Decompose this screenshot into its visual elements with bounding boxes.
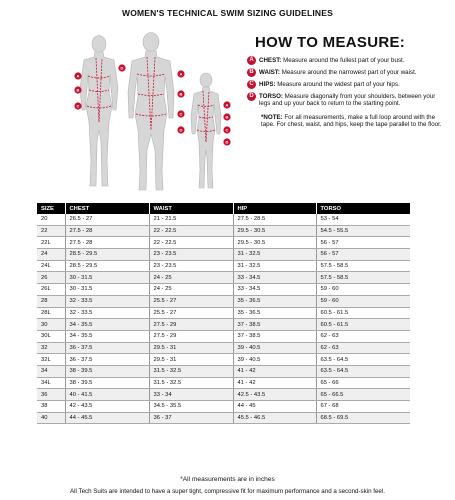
table-cell-size: 36 [37,389,65,401]
svg-text:A: A [179,71,183,77]
table-cell-torso: 63.5 - 64.5 [316,365,410,377]
table-cell-chest: 34 - 35.5 [65,319,149,331]
table-cell-hip: 35 - 36.5 [233,295,316,307]
table-cell-chest: 30 - 31.5 [65,272,149,284]
marker-a-right [223,101,230,108]
table-cell-waist: 24 - 25 [149,272,233,284]
table-row [37,330,410,342]
table-cell-waist: 24 - 25 [149,284,233,296]
table-cell-waist: 22 - 22.5 [149,237,233,249]
table-cell-hip: 29.5 - 30.5 [233,225,316,237]
marker-a-icon: A [247,56,256,65]
note-text: For all measurements, make a full loop around with the tape. For chest, waist, and hips, keep the tape parallel to the floor. [261,113,442,129]
table-cell-chest: 30 - 31.5 [65,284,149,296]
measurement-note [261,114,447,129]
table-cell-hip: 41 - 42 [233,365,316,377]
table-cell-chest: 36 - 37.5 [65,354,149,366]
woman-figure [80,36,118,187]
table-row [37,214,410,225]
table-cell-hip: 39 - 40.5 [233,354,316,366]
measure-description: Measure around the widest part of your hips. [275,81,400,88]
measure-description: Measure diagonally from your shoulders, between your legs and up your back to return to the starting point. [259,93,436,108]
table-cell-waist: 29.5 - 31 [149,342,233,354]
table-cell-chest: 27.5 - 28 [65,237,149,249]
table-cell-chest: 34 - 35.5 [65,330,149,342]
marker-c-icon: C [247,80,256,89]
table-cell-size: 30L [37,330,65,342]
table-cell-chest: 28.5 - 29.5 [65,249,149,261]
measure-item-waist [247,69,447,77]
marker-d-right [223,138,230,145]
table-row [37,249,410,261]
table-cell-waist: 23 - 23.5 [149,260,233,272]
measure-text [259,69,417,76]
measure-text [259,57,404,64]
man-figure [128,33,174,191]
measure-item-hips [247,81,447,89]
table-cell-size: 28L [37,307,65,319]
table-cell-torso: 57.5 - 58.5 [316,272,410,284]
marker-a-left [74,72,81,79]
child-figure [191,73,221,188]
marker-b-icon: B [247,68,256,77]
table-cell-size: 38 [37,401,65,413]
table-cell-waist: 34.5 - 35.5 [149,401,233,413]
table-row [37,272,410,284]
table-cell-torso: 54.5 - 55.5 [316,225,410,237]
table-cell-size: 24L [37,260,65,272]
measurement-unit-footnote: *All measurements are in inches [180,476,275,483]
marker-b-mid [177,90,184,97]
measure-instructions [247,57,447,108]
measurement-illustration [66,30,236,195]
marker-d-icon: D [247,92,256,101]
table-cell-torso: 62 - 63 [316,330,410,342]
table-cell-size: 24 [37,249,65,261]
table-row [37,237,410,249]
how-to-measure-heading: HOW TO MEASURE: [255,34,406,51]
svg-text:C: C [76,103,80,109]
marker-b-right [223,113,230,120]
table-cell-torso: 62 - 63 [316,342,410,354]
table-cell-size: 22 [37,225,65,237]
table-cell-chest: 32 - 33.5 [65,295,149,307]
table-row [37,225,410,237]
table-cell-chest: 32 - 33.5 [65,307,149,319]
table-cell-size: 34 [37,365,65,377]
table-cell-size: 20 [37,214,65,225]
table-cell-hip: 37 - 38.5 [233,330,316,342]
table-row [37,284,410,296]
column-header-waist: WAIST [149,203,233,214]
table-cell-waist: 25.5 - 27 [149,307,233,319]
table-cell-torso: 59 - 60 [316,284,410,296]
column-header-torso: TORSO [316,203,410,214]
marker-a-mid [177,70,184,77]
marker-c-left [74,102,81,109]
svg-text:C: C [225,127,229,133]
measure-text [259,93,447,108]
table-cell-hip: 42.5 - 43.5 [233,389,316,401]
table-cell-hip: 45.5 - 46.5 [233,412,316,424]
measure-text [259,81,400,88]
table-body [37,214,410,424]
svg-text:B: B [225,114,229,120]
measure-description: Measure around the narrowest part of your waist. [279,69,417,76]
table-cell-torso: 59 - 60 [316,295,410,307]
table-row [37,319,410,331]
table-cell-chest: 26.5 - 27 [65,214,149,225]
table-cell-size: 32L [37,354,65,366]
table-cell-torso: 56 - 57 [316,249,410,261]
table-cell-hip: 29.5 - 30.5 [233,237,316,249]
table-cell-chest: 27.5 - 28 [65,225,149,237]
size-chart [37,203,410,424]
table-cell-size: 28 [37,295,65,307]
table-row [37,377,410,389]
table-row [37,401,410,413]
table-cell-torso: 53 - 54 [316,214,410,225]
table-cell-waist: 25.5 - 27 [149,295,233,307]
table-cell-hip: 31 - 32.5 [233,249,316,261]
table-cell-torso: 67 - 68 [316,401,410,413]
table-cell-torso: 65 - 66.5 [316,389,410,401]
table-row [37,307,410,319]
svg-text:A: A [225,102,229,108]
table-row [37,365,410,377]
table-cell-size: 34L [37,377,65,389]
column-header-hip: HIP [233,203,316,214]
measure-description: Measure around the fullest part of your bust. [281,57,405,64]
marker-b-left [74,86,81,93]
table-cell-waist: 36 - 37 [149,412,233,424]
marker-c-right [223,126,230,133]
table-cell-hip: 35 - 36.5 [233,307,316,319]
table-cell-hip: 41 - 42 [233,377,316,389]
table-cell-torso: 60.5 - 61.5 [316,319,410,331]
table-row [37,342,410,354]
table-cell-torso: 65 - 66 [316,377,410,389]
column-header-chest: CHEST [65,203,149,214]
table-cell-size: 30 [37,319,65,331]
table-cell-size: 40 [37,412,65,424]
table-header-row [37,203,410,214]
table-cell-waist: 22 - 22.5 [149,225,233,237]
measure-term: WAIST: [259,69,280,76]
table-cell-torso: 68.5 - 69.5 [316,412,410,424]
table-cell-waist: 23 - 23.5 [149,249,233,261]
table-cell-size: 26 [37,272,65,284]
measure-item-chest [247,57,447,65]
table-row [37,389,410,401]
table-cell-waist: 31.5 - 32.5 [149,365,233,377]
svg-text:C: C [179,111,183,117]
table-cell-waist: 21 - 21.5 [149,214,233,225]
note-term: *NOTE: [261,113,283,121]
figures-svg [66,30,236,195]
measure-term: CHEST: [259,57,282,64]
column-header-size: SIZE [37,203,65,214]
table-cell-chest: 38 - 39.5 [65,365,149,377]
table-cell-chest: 38 - 39.5 [65,377,149,389]
table-cell-hip: 37 - 38.5 [233,319,316,331]
table-cell-waist: 27.5 - 29 [149,330,233,342]
table-cell-hip: 33 - 34.5 [233,284,316,296]
table-cell-torso: 56 - 57 [316,237,410,249]
table-cell-waist: 33 - 34 [149,389,233,401]
table-cell-torso: 63.5 - 64.5 [316,354,410,366]
table-cell-chest: 44 - 45.5 [65,412,149,424]
measure-item-torso [247,93,447,108]
table-cell-hip: 33 - 34.5 [233,272,316,284]
table-row [37,295,410,307]
measure-term: TORSO: [259,93,283,100]
table-cell-chest: 42 - 43.5 [65,401,149,413]
svg-text:B: B [76,87,80,93]
svg-text:D: D [225,139,229,145]
table-cell-chest: 36 - 37.5 [65,342,149,354]
how-to-measure-panel [247,34,447,129]
table-cell-waist: 27.5 - 29 [149,319,233,331]
table-cell-torso: 60.5 - 61.5 [316,307,410,319]
table-row [37,412,410,424]
size-table [37,203,410,424]
table-cell-size: 32 [37,342,65,354]
marker-d-left [118,64,125,71]
table-cell-torso: 57.5 - 58.5 [316,260,410,272]
table-cell-size: 26L [37,284,65,296]
svg-text:B: B [179,91,183,97]
table-cell-hip: 31 - 32.5 [233,260,316,272]
table-cell-size: 22L [37,237,65,249]
page-title: WOMEN'S TECHNICAL SWIM SIZING GUIDELINES [121,8,334,18]
table-cell-hip: 44 - 45 [233,401,316,413]
table-cell-hip: 39 - 40.5 [233,342,316,354]
fit-disclaimer: All Tech Suits are intended to have a super tight, compressive fit for maximum performance and a second-skin feel. [70,488,385,495]
table-row [37,354,410,366]
svg-text:D: D [120,65,124,71]
svg-text:A: A [76,73,80,79]
marker-c-mid [177,110,184,117]
table-cell-chest: 40 - 41.5 [65,389,149,401]
marker-d-mid [177,126,184,133]
table-cell-waist: 31.5 - 32.5 [149,377,233,389]
measure-term: HIPS: [259,81,276,88]
table-row [37,260,410,272]
table-cell-hip: 27.5 - 28.5 [233,214,316,225]
svg-text:D: D [179,127,183,133]
table-cell-chest: 28.5 - 29.5 [65,260,149,272]
table-cell-waist: 29.5 - 31 [149,354,233,366]
